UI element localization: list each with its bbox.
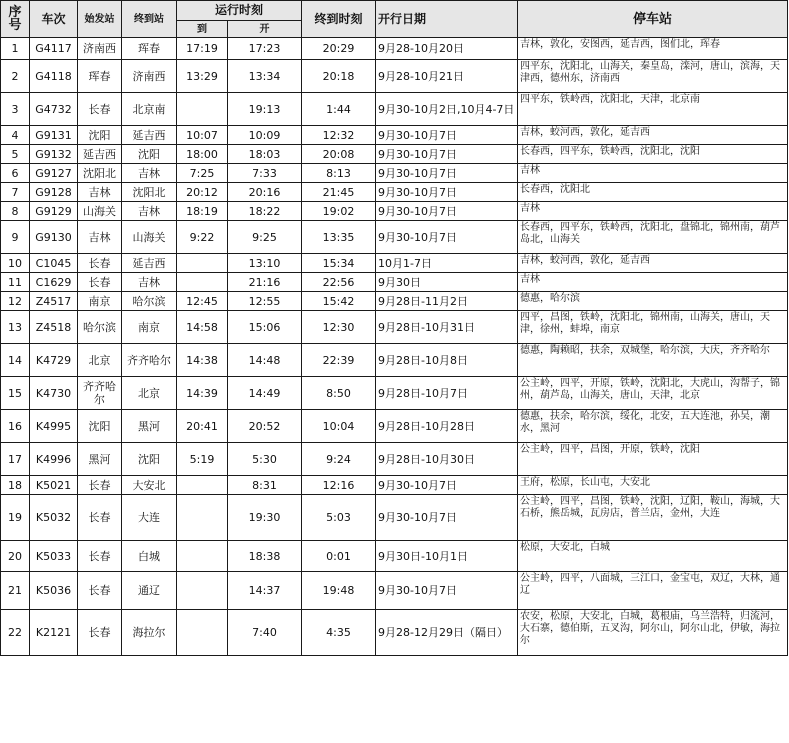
cell-origin: 济南西 (78, 38, 122, 60)
cell-run-dates: 9月30-10月7日 (376, 202, 518, 221)
cell-terminal: 黑河 (122, 410, 177, 443)
cell-arrive: 18:19 (177, 202, 228, 221)
cell-seq: 22 (1, 610, 30, 656)
cell-arrival-time: 4:35 (302, 610, 376, 656)
cell-train: C1045 (30, 254, 78, 273)
table-row (1, 476, 788, 495)
cell-origin: 沈阳 (78, 126, 122, 145)
cell-depart: 7:40 (228, 610, 302, 656)
cell-run-dates: 9月28-10月21日 (376, 60, 518, 93)
cell-train: G9129 (30, 202, 78, 221)
cell-seq: 9 (1, 221, 30, 254)
cell-run-dates: 9月30-10月7日 (376, 164, 518, 183)
cell-stops: 德惠，陶赖昭，扶余，双城堡，哈尔滨，大庆，齐齐哈尔 (518, 344, 788, 377)
col-header-arrival-time: 终到时刻 (302, 1, 376, 38)
cell-train: G4117 (30, 38, 78, 60)
cell-origin: 长春 (78, 610, 122, 656)
cell-origin: 延吉西 (78, 145, 122, 164)
cell-depart: 9:25 (228, 221, 302, 254)
table-row (1, 38, 788, 60)
cell-run-dates: 9月28日-10月8日 (376, 344, 518, 377)
cell-seq: 1 (1, 38, 30, 60)
cell-arrive: 12:45 (177, 292, 228, 311)
cell-arrive: 18:00 (177, 145, 228, 164)
cell-origin: 长春 (78, 254, 122, 273)
cell-depart: 5:30 (228, 443, 302, 476)
cell-origin: 长春 (78, 273, 122, 292)
table-row (1, 254, 788, 273)
cell-seq: 14 (1, 344, 30, 377)
cell-stops: 吉林 (518, 164, 788, 183)
table-row (1, 344, 788, 377)
cell-stops: 吉林，敦化，安图西，延吉西，图们北，珲春 (518, 38, 788, 60)
cell-arrive: 14:39 (177, 377, 228, 410)
cell-depart: 19:30 (228, 495, 302, 541)
cell-train: G9127 (30, 164, 78, 183)
cell-terminal: 吉林 (122, 164, 177, 183)
cell-depart: 17:23 (228, 38, 302, 60)
table-row (1, 145, 788, 164)
cell-terminal: 吉林 (122, 273, 177, 292)
cell-run-dates: 9月30-10月7日 (376, 183, 518, 202)
cell-terminal: 北京 (122, 377, 177, 410)
cell-origin: 齐齐哈尔 (78, 377, 122, 410)
cell-stops: 四平，昌图，铁岭，沈阳北，锦州南，山海关，唐山，天津，徐州，蚌埠，南京 (518, 311, 788, 344)
cell-origin: 长春 (78, 476, 122, 495)
cell-stops: 吉林 (518, 273, 788, 292)
cell-train: G9132 (30, 145, 78, 164)
cell-origin: 沈阳 (78, 410, 122, 443)
cell-depart: 20:52 (228, 410, 302, 443)
cell-arrive (177, 610, 228, 656)
cell-depart: 13:10 (228, 254, 302, 273)
cell-run-dates: 9月28-12月29日（隔日） (376, 610, 518, 656)
col-header-run-time: 运行时刻 (177, 1, 302, 21)
cell-arrival-time: 8:13 (302, 164, 376, 183)
cell-train: G9128 (30, 183, 78, 202)
cell-terminal: 济南西 (122, 60, 177, 93)
cell-arrive: 17:19 (177, 38, 228, 60)
cell-seq: 13 (1, 311, 30, 344)
table-row (1, 126, 788, 145)
cell-terminal: 北京南 (122, 93, 177, 126)
cell-origin: 北京 (78, 344, 122, 377)
cell-arrival-time: 22:56 (302, 273, 376, 292)
cell-train: G9131 (30, 126, 78, 145)
cell-stops: 长春西，四平东，铁岭西，沈阳北，盘锦北，锦州南，葫芦岛北，山海关 (518, 221, 788, 254)
cell-stops: 公主岭，四平，开原，铁岭，沈阳北，大虎山，沟帮子，锦州，葫芦岛，山海关，唐山，天津，北京 (518, 377, 788, 410)
cell-seq: 17 (1, 443, 30, 476)
cell-arrival-time: 22:39 (302, 344, 376, 377)
cell-train: G4732 (30, 93, 78, 126)
col-header-origin: 始发站 (78, 1, 122, 38)
cell-arrive: 13:29 (177, 60, 228, 93)
cell-arrival-time: 15:34 (302, 254, 376, 273)
cell-origin: 长春 (78, 93, 122, 126)
cell-run-dates: 9月28日-10月30日 (376, 443, 518, 476)
cell-terminal: 白城 (122, 541, 177, 572)
table-row (1, 273, 788, 292)
cell-train: C1629 (30, 273, 78, 292)
cell-arrive: 7:25 (177, 164, 228, 183)
cell-arrival-time: 12:16 (302, 476, 376, 495)
table-row (1, 183, 788, 202)
cell-seq: 21 (1, 572, 30, 610)
cell-depart: 18:38 (228, 541, 302, 572)
cell-origin: 沈阳北 (78, 164, 122, 183)
cell-stops: 长春西，四平东，铁岭西，沈阳北，沈阳 (518, 145, 788, 164)
cell-run-dates: 9月28日-11月2日 (376, 292, 518, 311)
cell-arrive: 10:07 (177, 126, 228, 145)
col-header-stops: 停车站 (518, 1, 788, 38)
cell-stops: 吉林 (518, 202, 788, 221)
cell-arrival-time: 0:01 (302, 541, 376, 572)
cell-arrival-time: 19:02 (302, 202, 376, 221)
cell-stops: 公主岭，四平，八面城，三江口，金宝屯，双辽，大林，通辽 (518, 572, 788, 610)
col-header-train: 车次 (30, 1, 78, 38)
cell-stops: 德惠，哈尔滨 (518, 292, 788, 311)
cell-run-dates: 9月30-10月7日 (376, 221, 518, 254)
cell-seq: 10 (1, 254, 30, 273)
cell-depart: 14:49 (228, 377, 302, 410)
cell-origin: 黑河 (78, 443, 122, 476)
cell-arrive: 5:19 (177, 443, 228, 476)
cell-seq: 5 (1, 145, 30, 164)
cell-arrive (177, 572, 228, 610)
cell-train: Z4517 (30, 292, 78, 311)
cell-arrive (177, 93, 228, 126)
cell-seq: 20 (1, 541, 30, 572)
cell-origin: 长春 (78, 541, 122, 572)
cell-stops: 吉林，蛟河西，敦化，延吉西 (518, 126, 788, 145)
cell-arrive: 20:41 (177, 410, 228, 443)
table-row (1, 410, 788, 443)
cell-arrive: 9:22 (177, 221, 228, 254)
cell-depart: 12:55 (228, 292, 302, 311)
table-row (1, 202, 788, 221)
cell-arrive: 14:38 (177, 344, 228, 377)
cell-run-dates: 9月30日 (376, 273, 518, 292)
cell-train: K2121 (30, 610, 78, 656)
table-row (1, 610, 788, 656)
col-header-terminal: 终到站 (122, 1, 177, 38)
cell-stops: 四平东，铁岭西，沈阳北，天津，北京南 (518, 93, 788, 126)
cell-terminal: 哈尔滨 (122, 292, 177, 311)
cell-arrival-time: 10:04 (302, 410, 376, 443)
cell-run-dates: 9月30-10月2日,10月4-7日 (376, 93, 518, 126)
cell-train: K4996 (30, 443, 78, 476)
cell-depart: 18:22 (228, 202, 302, 221)
cell-seq: 11 (1, 273, 30, 292)
table-row (1, 495, 788, 541)
cell-run-dates: 9月28日-10月31日 (376, 311, 518, 344)
cell-origin: 南京 (78, 292, 122, 311)
cell-arrive (177, 476, 228, 495)
cell-terminal: 南京 (122, 311, 177, 344)
cell-terminal: 大连 (122, 495, 177, 541)
table-row (1, 541, 788, 572)
cell-arrival-time: 9:24 (302, 443, 376, 476)
cell-run-dates: 9月30-10月7日 (376, 145, 518, 164)
cell-origin: 珲春 (78, 60, 122, 93)
cell-origin: 哈尔滨 (78, 311, 122, 344)
cell-seq: 12 (1, 292, 30, 311)
cell-seq: 6 (1, 164, 30, 183)
cell-arrive: 20:12 (177, 183, 228, 202)
cell-run-dates: 9月30-10月7日 (376, 476, 518, 495)
cell-terminal: 珲春 (122, 38, 177, 60)
cell-depart: 15:06 (228, 311, 302, 344)
cell-terminal: 沈阳 (122, 145, 177, 164)
cell-depart: 8:31 (228, 476, 302, 495)
cell-terminal: 大安北 (122, 476, 177, 495)
cell-arrival-time: 1:44 (302, 93, 376, 126)
cell-depart: 14:48 (228, 344, 302, 377)
cell-stops: 农安，松原，大安北，白城，葛根庙，乌兰浩特，归流河，大石寨，德伯斯，五叉沟，阿尔山，阿尔山北，伊敏，海拉尔 (518, 610, 788, 656)
cell-depart: 19:13 (228, 93, 302, 126)
cell-run-dates: 9月28日-10月7日 (376, 377, 518, 410)
cell-depart: 20:16 (228, 183, 302, 202)
col-header-run-dates: 开行日期 (376, 1, 518, 38)
cell-origin: 山海关 (78, 202, 122, 221)
cell-terminal: 通辽 (122, 572, 177, 610)
cell-seq: 4 (1, 126, 30, 145)
table-header (1, 1, 788, 38)
cell-arrival-time: 20:29 (302, 38, 376, 60)
cell-stops: 松原，大安北，白城 (518, 541, 788, 572)
cell-arrival-time: 21:45 (302, 183, 376, 202)
col-header-depart: 开 (228, 21, 302, 38)
cell-stops: 公主岭，四平，昌图，开原，铁岭，沈阳 (518, 443, 788, 476)
cell-train: K5033 (30, 541, 78, 572)
cell-run-dates: 9月30-10月7日 (376, 572, 518, 610)
cell-origin: 吉林 (78, 221, 122, 254)
cell-train: Z4518 (30, 311, 78, 344)
cell-terminal: 海拉尔 (122, 610, 177, 656)
cell-seq: 19 (1, 495, 30, 541)
cell-terminal: 齐齐哈尔 (122, 344, 177, 377)
cell-seq: 18 (1, 476, 30, 495)
table-row (1, 164, 788, 183)
cell-arrival-time: 8:50 (302, 377, 376, 410)
cell-seq: 16 (1, 410, 30, 443)
table-row (1, 377, 788, 410)
cell-train: K5021 (30, 476, 78, 495)
cell-origin: 吉林 (78, 183, 122, 202)
col-header-seq: 序号 (1, 1, 30, 38)
cell-origin: 长春 (78, 495, 122, 541)
table-body (1, 38, 788, 656)
table-row (1, 221, 788, 254)
cell-train: K4729 (30, 344, 78, 377)
cell-terminal: 延吉西 (122, 254, 177, 273)
cell-arrival-time: 20:18 (302, 60, 376, 93)
cell-stops: 吉林，蛟河西，敦化，延吉西 (518, 254, 788, 273)
cell-terminal: 山海关 (122, 221, 177, 254)
cell-depart: 18:03 (228, 145, 302, 164)
cell-depart: 7:33 (228, 164, 302, 183)
table-row (1, 60, 788, 93)
cell-terminal: 吉林 (122, 202, 177, 221)
cell-depart: 13:34 (228, 60, 302, 93)
cell-seq: 3 (1, 93, 30, 126)
cell-run-dates: 9月30-10月7日 (376, 495, 518, 541)
col-header-arrive: 到 (177, 21, 228, 38)
cell-arrive (177, 541, 228, 572)
cell-arrive (177, 495, 228, 541)
cell-train: G9130 (30, 221, 78, 254)
cell-arrive: 14:58 (177, 311, 228, 344)
cell-terminal: 延吉西 (122, 126, 177, 145)
cell-train: K4730 (30, 377, 78, 410)
cell-terminal: 沈阳 (122, 443, 177, 476)
cell-stops: 长春西，沈阳北 (518, 183, 788, 202)
table-row (1, 311, 788, 344)
cell-train: G4118 (30, 60, 78, 93)
cell-run-dates: 10月1-7日 (376, 254, 518, 273)
cell-arrival-time: 13:35 (302, 221, 376, 254)
cell-stops: 四平东，沈阳北，山海关，秦皇岛，滦河，唐山，滨海，天津西，德州东，济南西 (518, 60, 788, 93)
cell-run-dates: 9月28-10月20日 (376, 38, 518, 60)
cell-seq: 2 (1, 60, 30, 93)
cell-run-dates: 9月30日-10月1日 (376, 541, 518, 572)
cell-run-dates: 9月28日-10月28日 (376, 410, 518, 443)
table-row (1, 572, 788, 610)
cell-arrive (177, 254, 228, 273)
cell-arrival-time: 19:48 (302, 572, 376, 610)
cell-arrival-time: 5:03 (302, 495, 376, 541)
cell-seq: 8 (1, 202, 30, 221)
cell-stops: 公主岭，四平，昌图，铁岭，沈阳，辽阳，鞍山，海城，大石桥，熊岳城，瓦房店，普兰店，金州，大连 (518, 495, 788, 541)
cell-train: K5036 (30, 572, 78, 610)
cell-stops: 德惠，扶余，哈尔滨，绥化，北安，五大连池，孙吴，潮水，黑河 (518, 410, 788, 443)
cell-train: K4995 (30, 410, 78, 443)
cell-depart: 10:09 (228, 126, 302, 145)
cell-arrive (177, 273, 228, 292)
cell-origin: 长春 (78, 572, 122, 610)
cell-depart: 14:37 (228, 572, 302, 610)
cell-seq: 7 (1, 183, 30, 202)
cell-arrival-time: 20:08 (302, 145, 376, 164)
cell-arrival-time: 15:42 (302, 292, 376, 311)
cell-run-dates: 9月30-10月7日 (376, 126, 518, 145)
cell-stops: 王府，松原，长山屯，大安北 (518, 476, 788, 495)
table-row (1, 443, 788, 476)
cell-arrival-time: 12:32 (302, 126, 376, 145)
cell-depart: 21:16 (228, 273, 302, 292)
table-row (1, 292, 788, 311)
table-row (1, 93, 788, 126)
cell-arrival-time: 12:30 (302, 311, 376, 344)
cell-train: K5032 (30, 495, 78, 541)
cell-seq: 15 (1, 377, 30, 410)
cell-terminal: 沈阳北 (122, 183, 177, 202)
